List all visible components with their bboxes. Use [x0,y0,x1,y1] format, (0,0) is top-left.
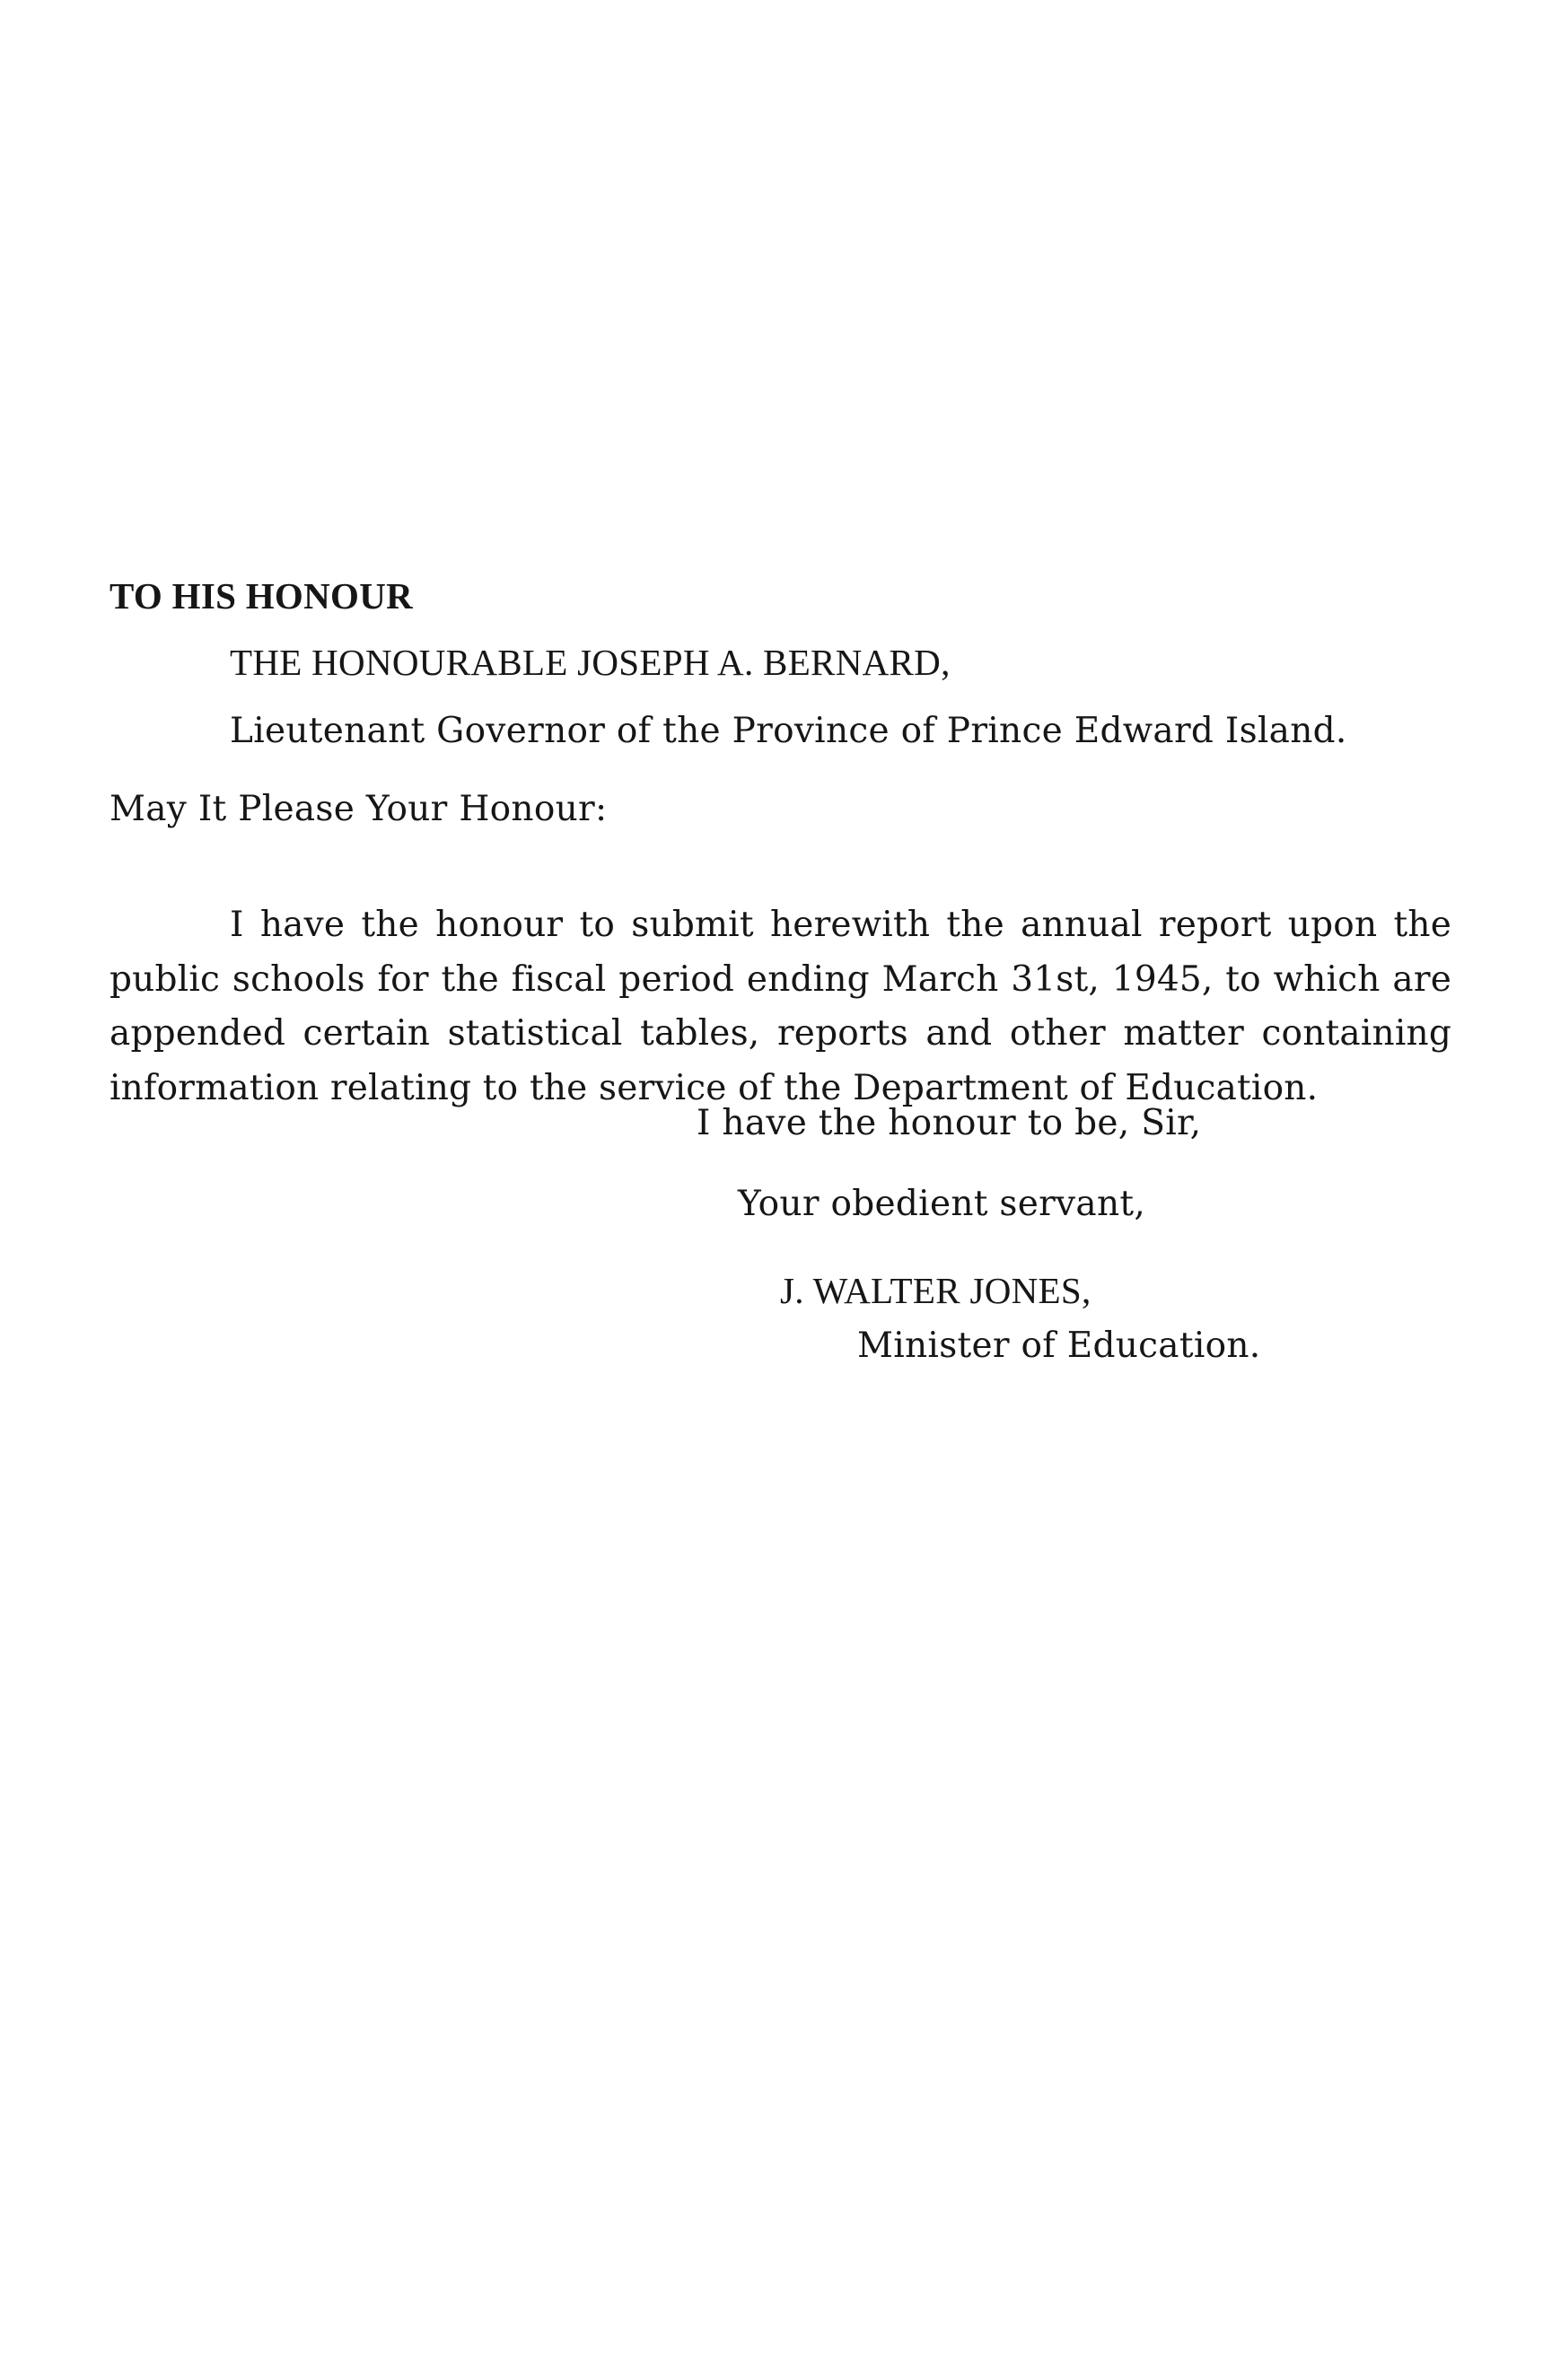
addressee-line: TO HIS HONOUR [110,575,414,617]
addressee-name: THE HONOURABLE JOSEPH A. BERNARD, [230,642,951,683]
addressee-title: Lieutenant Governor of the Province of Prince Edward Island. [230,711,1347,751]
body-paragraph: I have the honour to submit herewith the annual report upon the public schools for the fiscal period ending March 31st, 1945, to which are appended certain statistical tables, reports and other matter containing information relating to the service of the Department of Education. [110,905,1451,1108]
closing-line: I have the honour to be, Sir, [697,1103,1202,1143]
valediction: Your obedient servant, [738,1184,1146,1224]
signatory-name: J. WALTER JONES, [780,1270,1091,1311]
salutation: May It Please Your Honour: [110,789,608,829]
signatory-title: Minister of Education. [857,1326,1261,1366]
